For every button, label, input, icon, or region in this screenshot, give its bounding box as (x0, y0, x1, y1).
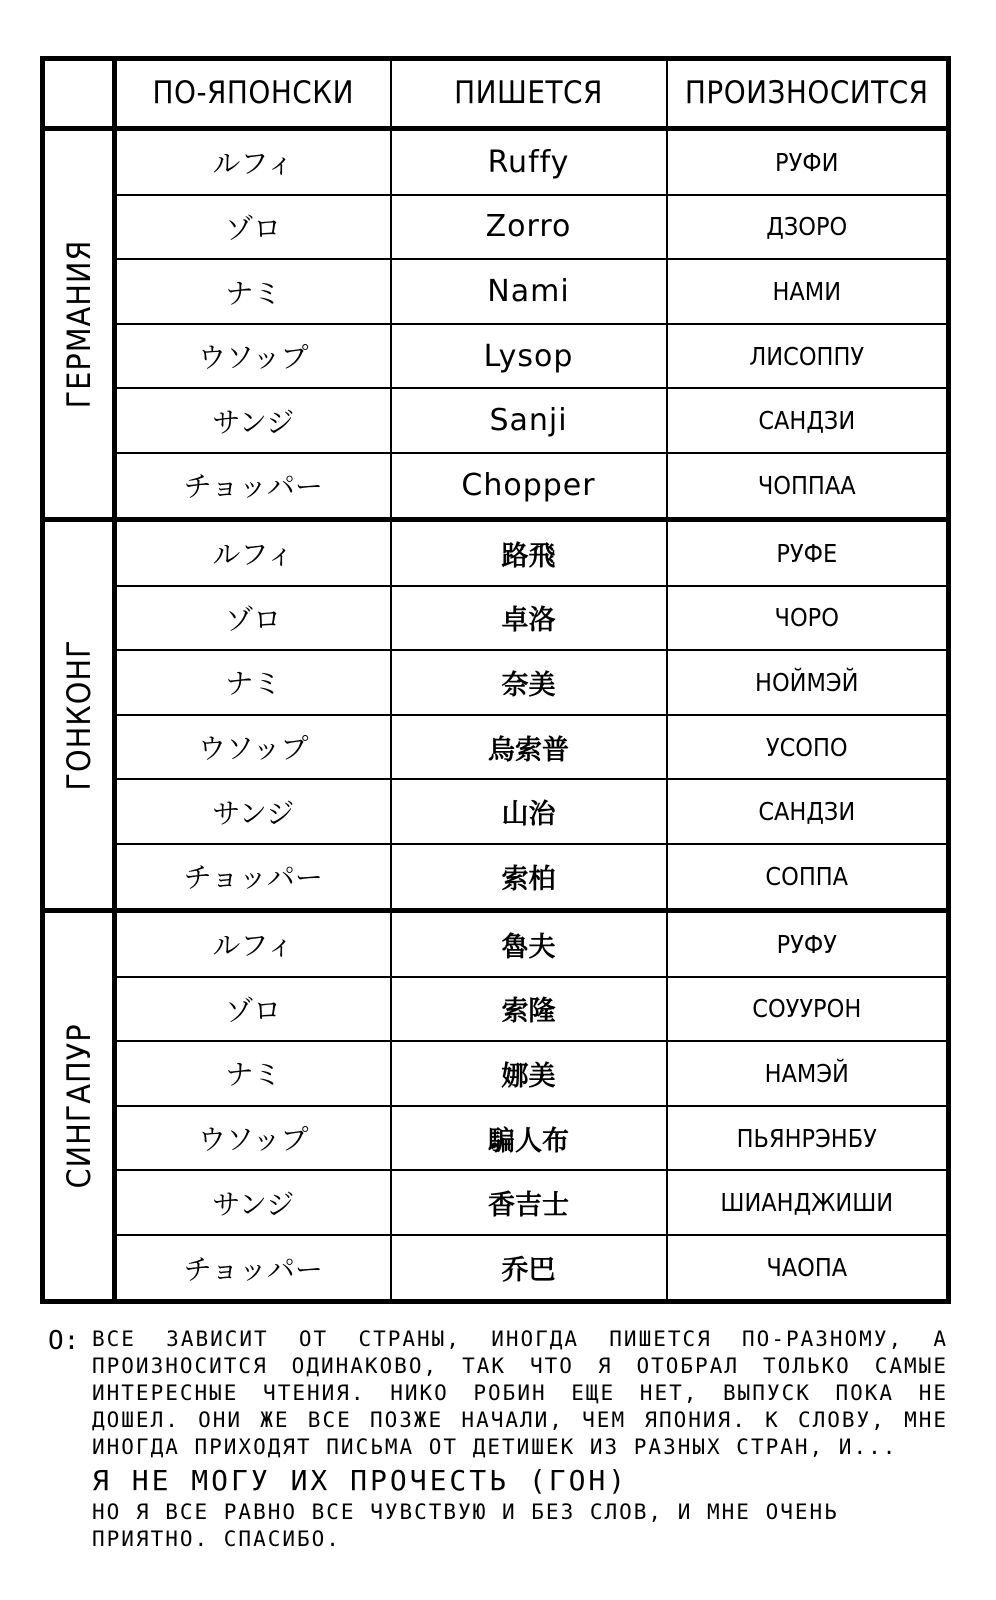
table-row (43, 1170, 949, 1235)
pronunciation-cell: НАМИ (667, 259, 949, 324)
country-label: ГЕРМАНИЯ (59, 239, 98, 409)
pronunciation-cell: СОУУРОН (667, 977, 949, 1042)
pronunciation-cell: НАМЭЙ (667, 1041, 949, 1106)
written-name-cell: 卓洛 (391, 586, 667, 651)
written-name-cell: Chopper (391, 453, 667, 519)
written-name-cell: Sanji (391, 388, 667, 453)
written-name-cell: 魯夫 (391, 910, 667, 976)
japanese-name-cell: チョッパー (115, 1235, 391, 1301)
pronunciation-cell: УСОПО (667, 715, 949, 780)
notes-section (48, 1326, 948, 1553)
written-name-cell: Lysop (391, 324, 667, 389)
japanese-name-cell: ウソップ (115, 1106, 391, 1171)
table-row (43, 586, 949, 651)
header-corner-cell (43, 59, 115, 129)
written-name-cell: 山治 (391, 779, 667, 844)
table-row (43, 715, 949, 780)
table-row (43, 259, 949, 324)
table-row (43, 195, 949, 260)
pronunciation-cell: РУФУ (667, 910, 949, 976)
japanese-name-cell: サンジ (115, 1170, 391, 1235)
japanese-name-cell: チョッパー (115, 453, 391, 519)
written-name-cell: 索隆 (391, 977, 667, 1042)
pronunciation-cell: ДЗОРО (667, 195, 949, 260)
table-row (43, 324, 949, 389)
header-pronounced: ПРОИЗНОСИТСЯ (667, 59, 949, 129)
table-row (43, 779, 949, 844)
pronunciation-cell: САНДЗИ (667, 779, 949, 844)
written-name-cell: 索柏 (391, 844, 667, 910)
japanese-name-cell: ナミ (115, 259, 391, 324)
answer-paragraph: ВСЕ ЗАВИСИТ ОТ СТРАНЫ, ИНОГДА ПИШЕТСЯ ПО-РАЗНОМУ, А ПРОИЗНОСИТСЯ ОДИНАКОВО, ТАК ЧТО Я ОТОБРАЛ ТОЛЬКО САМЫЕ ИНТЕРЕСНЫЕ ЧТЕНИЯ. НИКО РОБИН ЕЩЕ НЕТ, ВЫПУСК ПОКА НЕ ДОШЕЛ. ОНИ ЖЕ ВСЕ ПОЗЖЕ НАЧАЛИ, ЧЕМ ЯПОНИЯ. К СЛОВУ, МНЕ ИНОГДА ПРИХОДЯТ ПИСЬМА ОТ ДЕТИШЕК ИЗ РАЗНЫХ СТРАН, И... (92, 1327, 948, 1459)
written-name-cell: Ruffy (391, 128, 667, 194)
pronunciation-cell: РУФЕ (667, 519, 949, 585)
written-name-cell: 娜美 (391, 1041, 667, 1106)
table-row (43, 650, 949, 715)
written-name-cell: 香吉士 (391, 1170, 667, 1235)
japanese-name-cell: ナミ (115, 650, 391, 715)
name-transliteration-table (40, 56, 951, 1304)
pronunciation-cell: ЛИСОППУ (667, 324, 949, 389)
written-name-cell: 騙人布 (391, 1106, 667, 1171)
japanese-name-cell: ウソップ (115, 324, 391, 389)
pronunciation-cell: ЧОРО (667, 586, 949, 651)
answer-block (48, 1326, 948, 1461)
table-row (43, 388, 949, 453)
written-name-cell: 乔巴 (391, 1235, 667, 1301)
header-japanese: ПО-ЯПОНСКИ (115, 59, 391, 129)
country-cell (43, 519, 115, 910)
japanese-name-cell: ルフィ (115, 910, 391, 976)
japanese-name-cell: ゾロ (115, 195, 391, 260)
table-row (43, 844, 949, 910)
table-header-row (43, 59, 949, 129)
pronunciation-cell: РУФИ (667, 128, 949, 194)
table-row (43, 977, 949, 1042)
pronunciation-cell: ЧОППАА (667, 453, 949, 519)
table-row (43, 1106, 949, 1171)
pronunciation-cell: ЧАОПА (667, 1235, 949, 1301)
country-cell (43, 910, 115, 1301)
header-written: ПИШЕТСЯ (391, 59, 667, 129)
country-label: СИНГАПУР (59, 1023, 98, 1189)
table-row (43, 910, 949, 976)
pronunciation-cell: ПЬЯНРЭНБУ (667, 1106, 949, 1171)
written-name-cell: 路飛 (391, 519, 667, 585)
table-row (43, 453, 949, 519)
closing-paragraph: НО Я ВСЕ РАВНО ВСЕ ЧУВСТВУЮ И БЕЗ СЛОВ, И МНЕ ОЧЕНЬ ПРИЯТНО. СПАСИБО. (92, 1500, 839, 1551)
country-cell (43, 128, 115, 519)
pronunciation-cell: САНДЗИ (667, 388, 949, 453)
written-name-cell: 烏索普 (391, 715, 667, 780)
japanese-name-cell: ルフィ (115, 128, 391, 194)
emphasis-line: Я НЕ МОГУ ИХ ПРОЧЕСТЬ (ГОН) (92, 1464, 629, 1497)
japanese-name-cell: サンジ (115, 388, 391, 453)
written-name-cell: 奈美 (391, 650, 667, 715)
answer-label: О: (48, 1326, 80, 1356)
table-row (43, 1235, 949, 1301)
japanese-name-cell: チョッパー (115, 844, 391, 910)
pronunciation-cell: СОППА (667, 844, 949, 910)
table-row (43, 128, 949, 194)
table-row (43, 519, 949, 585)
table-body (43, 128, 949, 1301)
japanese-name-cell: ウソップ (115, 715, 391, 780)
pronunciation-cell: ШИАНДЖИШИ (667, 1170, 949, 1235)
written-name-cell: Zorro (391, 195, 667, 260)
japanese-name-cell: ルフィ (115, 519, 391, 585)
japanese-name-cell: サンジ (115, 779, 391, 844)
japanese-name-cell: ナミ (115, 1041, 391, 1106)
japanese-name-cell: ゾロ (115, 586, 391, 651)
japanese-name-cell: ゾロ (115, 977, 391, 1042)
table-row (43, 1041, 949, 1106)
country-label: ГОНКОНГ (59, 639, 98, 791)
written-name-cell: Nami (391, 259, 667, 324)
pronunciation-cell: НОЙМЭЙ (667, 650, 949, 715)
